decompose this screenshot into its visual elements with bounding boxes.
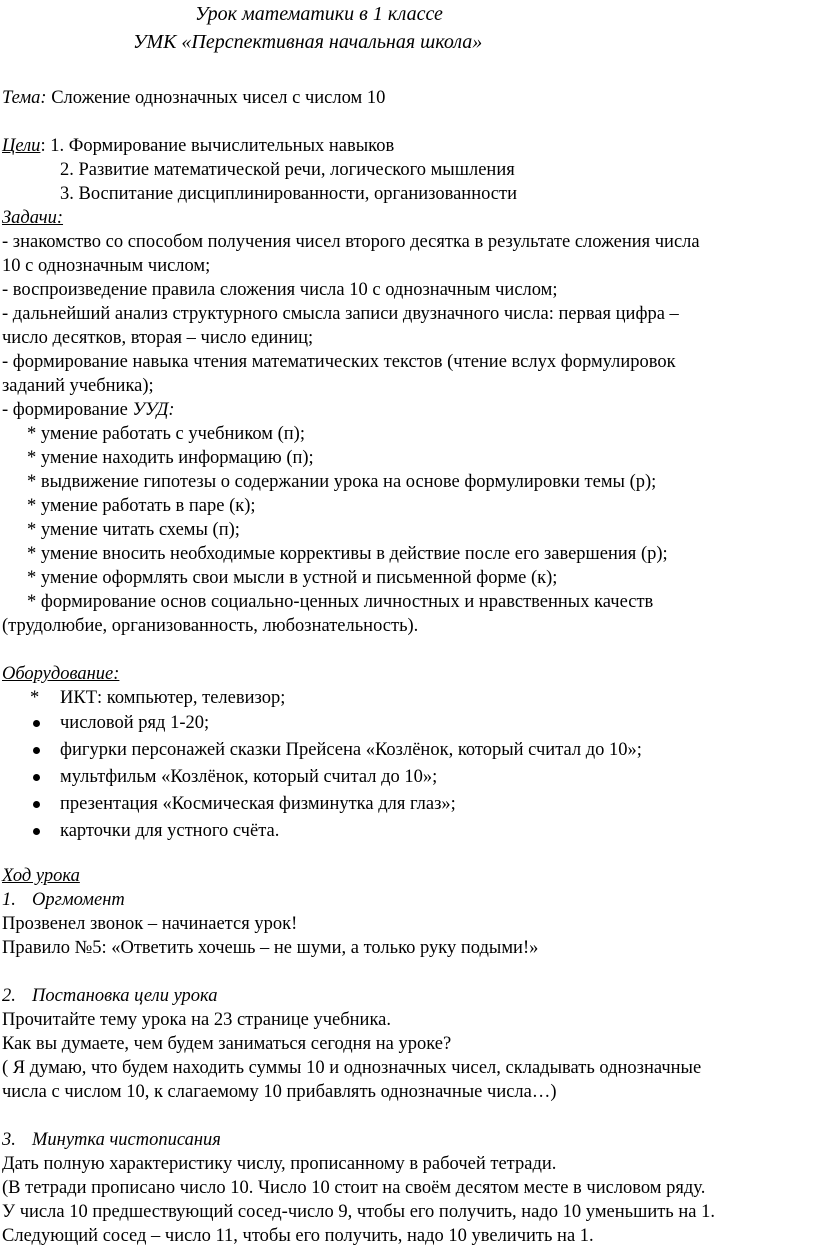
lesson-label: Ход урока (2, 866, 80, 886)
equipment-item: карточки для устного счёта. (60, 821, 280, 841)
uud-item: * умение находить информацию (п); (27, 448, 314, 468)
tasks-label: Задачи: (2, 208, 64, 228)
section-line: Следующий сосед – число 11, чтобы его получить, надо 10 увеличить на 1. (2, 1226, 594, 1246)
uud-label: УУД: (132, 400, 175, 420)
bullet-icon (33, 720, 40, 727)
section-title: Постановка цели урока (32, 986, 218, 1006)
section-number: 3. (2, 1130, 16, 1150)
equipment-star: * (30, 688, 40, 708)
task-line: 10 с однозначным числом; (2, 256, 211, 276)
task-line: число десятков, вторая – число единиц; (2, 328, 314, 348)
section-line: Правило №5: «Ответить хочешь – не шуми, а только руку подыми!» (2, 938, 539, 958)
uud-prefix: - формирование (2, 400, 133, 420)
task-line: - воспроизведение правила сложения числа 10 с однозначным числом; (2, 280, 558, 300)
uud-item: * формирование основ социально-ценных личностных и нравственных качеств (27, 592, 654, 612)
goals-separator: : (40, 136, 51, 156)
task-line: заданий учебника); (2, 376, 154, 396)
goal-item-2: 2. Развитие математической речи, логического мышления (60, 160, 515, 180)
lesson-subtitle: УМК «Перспективная начальная школа» (133, 31, 483, 53)
section-line: числа с числом 10, к слагаемому 10 прибавлять однозначные числа…) (2, 1082, 557, 1102)
uud-item: * умение читать схемы (п); (27, 520, 240, 540)
task-line: - знакомство со способом получения чисел второго десятка в результате сложения числа (2, 232, 700, 252)
bullet-icon (33, 774, 40, 781)
goals-line (2, 134, 394, 158)
section-title: Оргмомент (32, 890, 125, 910)
section-line: Дать полную характеристику числу, прописанному в рабочей тетради. (2, 1154, 557, 1174)
equipment-item: числовой ряд 1-20; (60, 713, 210, 733)
section-line: Прочитайте тему урока на 23 странице учебника. (2, 1010, 392, 1030)
bullet-icon (33, 828, 40, 835)
goal-item-3: 3. Воспитание дисциплинированности, организованности (60, 184, 517, 204)
equipment-item: презентация «Космическая физминутка для глаз»; (60, 794, 456, 814)
section-line: (В тетради прописано число 10. Число 10 стоит на своём десятом месте в числовом ряду. (2, 1178, 706, 1198)
task-line: - дальнейший анализ структурного смысла записи двузначного числа: первая цифра – (2, 304, 679, 324)
uud-item: * выдвижение гипотезы о содержании урока на основе формулировки темы (р); (27, 472, 657, 492)
uud-item: * умение вносить необходимые коррективы в действие после его завершения (р); (27, 544, 668, 564)
bullet-icon (33, 747, 40, 754)
uud-line (2, 398, 175, 422)
task-line: - формирование навыка чтения математических текстов (чтение вслух формулировок (2, 352, 676, 372)
uud-item: * умение работать с учебником (п); (27, 424, 305, 444)
uud-item: * умение оформлять свои мысли в устной и письменной форме (к); (27, 568, 558, 588)
bullet-icon (33, 801, 40, 808)
goals-label: Цели (2, 136, 41, 156)
uud-tail: (трудолюбие, организованность, любознательность). (2, 616, 419, 636)
section-number: 1. (2, 890, 16, 910)
uud-item: * умение работать в паре (к); (27, 496, 256, 516)
section-number: 2. (2, 986, 16, 1006)
topic-line (2, 86, 385, 110)
goal-item-1: 1. Формирование вычислительных навыков (50, 136, 395, 156)
equipment-item: фигурки персонажей сказки Прейсена «Козлёнок, который считал до 10»; (60, 740, 642, 760)
equipment-item: ИКТ: компьютер, телевизор; (60, 688, 286, 708)
section-line: Прозвенел звонок – начинается урок! (2, 914, 298, 934)
equipment-item: мультфильм «Козлёнок, который считал до 10»; (60, 767, 438, 787)
topic-label: Тема: (2, 88, 47, 108)
section-title: Минутка чистописания (32, 1130, 221, 1150)
section-line: У числа 10 предшествующий сосед-число 9, чтобы его получить, надо 10 уменьшить на 1. (2, 1202, 715, 1222)
section-line: Как вы думаете, чем будем заниматься сегодня на уроке? (2, 1034, 452, 1054)
section-line: ( Я думаю, что будем находить суммы 10 и однозначных чисел, складывать однозначные (2, 1058, 702, 1078)
equipment-label: Оборудование: (2, 664, 120, 684)
lesson-title: Урок математики в 1 классе (195, 3, 443, 25)
topic-text: Сложение однозначных чисел с числом 10 (46, 88, 386, 108)
